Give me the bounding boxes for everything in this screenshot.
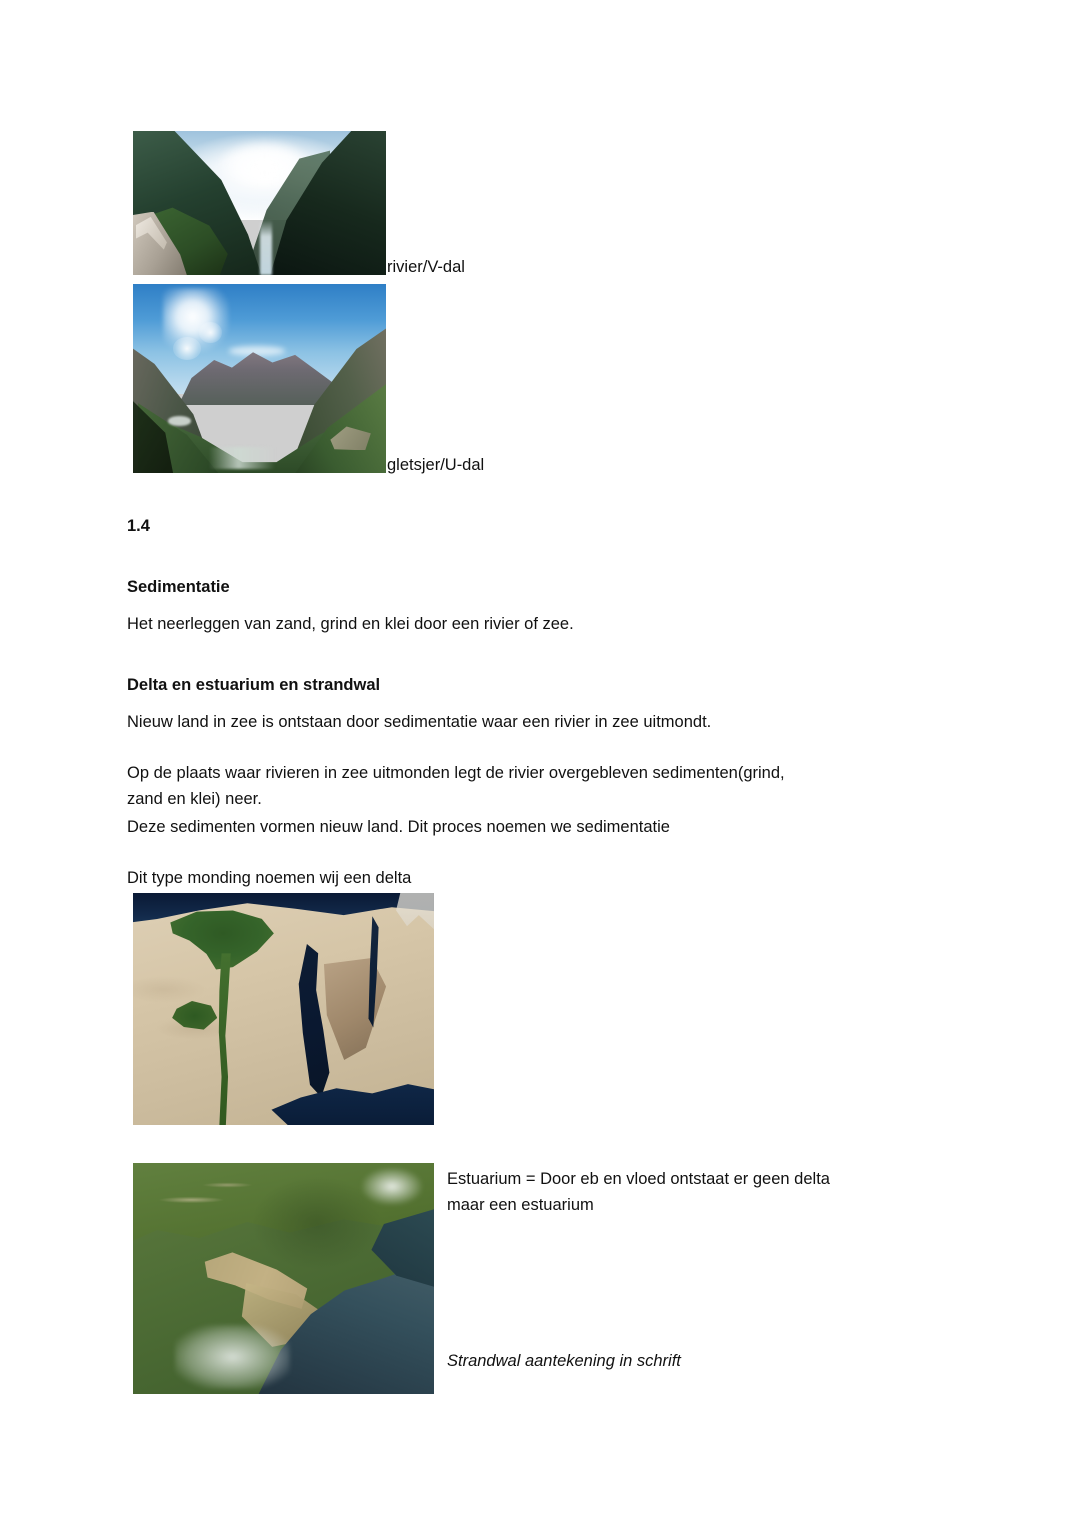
cloud-band (175, 1325, 289, 1390)
section-number: 1.4 (127, 517, 150, 535)
annotation-strandwal-note: Strandwal aantekening in schrift (447, 1352, 681, 1370)
valley-stream (209, 447, 275, 470)
paragraph-delta-line-1: Op de plaats waar rivieren in zee uitmonden legt de rivier overgebleven sedimenten(grind, (127, 764, 785, 782)
figure-glacier-u-valley (133, 284, 386, 473)
river-valley-illustration (133, 131, 386, 275)
lens-flare-2 (173, 337, 201, 360)
paragraph-delta-line-2: zand en klei) neer. (127, 790, 262, 808)
heading-sedimentatie: Sedimentatie (127, 578, 230, 596)
paragraph-delta-caption-lead: Dit type monding noemen wij een delta (127, 869, 412, 887)
paragraph-delta-intro: Nieuw land in zee is ontstaan door sedimentatie waar een rivier in zee uitmondt. (127, 713, 712, 731)
figure-nile-delta (133, 893, 434, 1125)
nile-delta-satellite-illustration (133, 893, 434, 1125)
cloud-patch (362, 1168, 422, 1205)
figure-river-v-valley (133, 131, 386, 275)
paragraph-delta-line-3: Deze sedimenten vormen nieuw land. Dit proces noemen we sedimentatie (127, 818, 670, 836)
river-stream (260, 220, 273, 275)
annotation-estuarium-line-1: Estuarium = Door eb en vloed ontstaat er geen delta (447, 1170, 830, 1188)
tributary-rivers (139, 1172, 277, 1264)
estuary-satellite-illustration (133, 1163, 434, 1394)
caption-glacier-u-valley: gletsjer/U-dal (387, 456, 485, 474)
paragraph-sedimentatie-definition: Het neerleggen van zand, grind en klei door een rivier of zee. (127, 615, 574, 633)
lens-flare-1 (199, 322, 222, 343)
caption-river-v-valley: rivier/V-dal (387, 258, 465, 276)
annotation-estuarium-line-2: maar een estuarium (447, 1196, 594, 1214)
glacier-valley-illustration (133, 284, 386, 473)
snow-patch (168, 416, 191, 425)
figure-estuary (133, 1163, 434, 1394)
heading-delta-estuarium-strandwal: Delta en estuarium en strandwal (127, 676, 381, 694)
